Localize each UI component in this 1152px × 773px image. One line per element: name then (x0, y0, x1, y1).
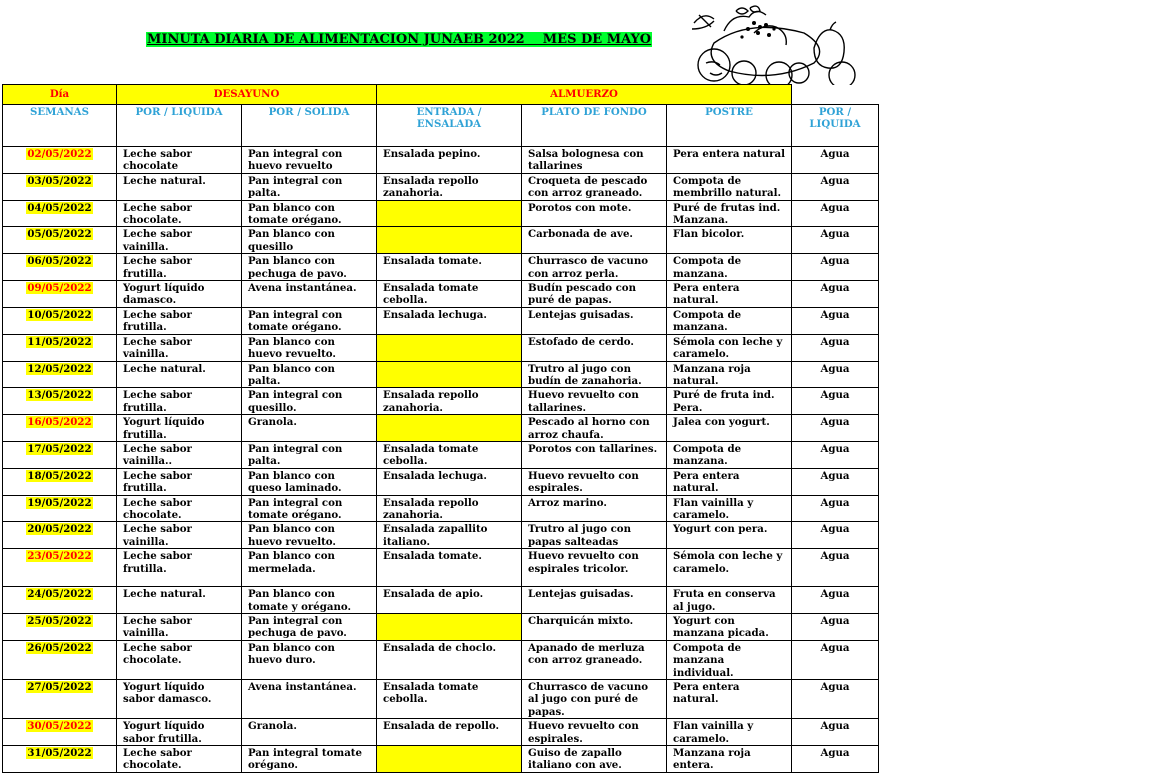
liquida-cell: Leche sabor chocolate. (117, 200, 242, 227)
date-cell (3, 719, 117, 746)
fondo-cell: Carbonada de ave. (522, 227, 667, 254)
fruit-basket-illustration (654, 3, 859, 93)
date-text: 25/05/2022 (27, 615, 92, 627)
date-cell (3, 147, 117, 174)
fondo-cell: Apanado de merluza con arroz graneado. (522, 640, 667, 679)
solida-cell: Pan blanco con pechuga de pavo. (242, 254, 377, 281)
table-row (3, 640, 879, 679)
entrada-cell: Ensalada de choclo. (377, 640, 522, 679)
date-cell (3, 388, 117, 415)
solida-cell: Pan integral con tomate orégano. (242, 495, 377, 522)
postre-cell: Puré de fruta ind. Pera. (667, 388, 792, 415)
entrada-cell: Ensalada tomate. (377, 254, 522, 281)
date-cell (3, 522, 117, 549)
bebida-cell: Agua (792, 746, 879, 773)
date-cell (3, 173, 117, 200)
date-cell (3, 640, 117, 679)
date-text: 24/05/2022 (27, 588, 92, 601)
liquida-cell: Leche natural. (117, 587, 242, 614)
postre-cell: Fruta en conserva al jugo. (667, 587, 792, 614)
table-row (3, 415, 879, 442)
date-cell (3, 614, 117, 641)
fondo-cell: Arroz marino. (522, 495, 667, 522)
bebida-cell: Agua (792, 549, 879, 587)
fondo-cell: Lentejas guisadas. (522, 307, 667, 334)
entrada-cell (377, 334, 522, 361)
bebida-cell: Agua (792, 173, 879, 200)
liquida-cell: Yogurt líquido damasco. (117, 281, 242, 308)
entrada-cell: Ensalada repollo zanahoria. (377, 495, 522, 522)
table-row (3, 334, 879, 361)
entrada-cell: Ensalada tomate cebolla. (377, 281, 522, 308)
table-row (3, 522, 879, 549)
fondo-cell: Budín pescado con puré de papas. (522, 281, 667, 308)
liquida-cell: Leche sabor chocolate (117, 147, 242, 174)
postre-cell: Pera entera natural. (667, 281, 792, 308)
date-text: 13/05/2022 (27, 389, 92, 402)
liquida-cell: Leche sabor vainilla. (117, 334, 242, 361)
liquida-cell: Leche sabor chocolate. (117, 640, 242, 679)
bebida-cell: Agua (792, 200, 879, 227)
date-cell (3, 227, 117, 254)
bebida-cell: Agua (792, 415, 879, 442)
liquida-cell: Leche sabor vainilla. (117, 522, 242, 549)
solida-cell: Granola. (242, 415, 377, 442)
entrada-cell: Ensalada de apio. (377, 587, 522, 614)
date-text: 05/05/2022 (27, 228, 92, 241)
entrada-cell (377, 227, 522, 254)
table-row (3, 614, 879, 641)
liquida-cell: Leche sabor frutilla. (117, 388, 242, 415)
entrada-cell (377, 415, 522, 442)
liquida-cell: Yogurt líquido sabor frutilla. (117, 719, 242, 746)
date-cell (3, 415, 117, 442)
bebida-cell: Agua (792, 495, 879, 522)
liquida-cell: Leche sabor vainilla. (117, 614, 242, 641)
col-bebida: POR / LIQUIDA (792, 105, 879, 147)
bebida-cell: Agua (792, 334, 879, 361)
bebida-cell: Agua (792, 640, 879, 679)
date-text: 19/05/2022 (27, 496, 92, 509)
liquida-cell: Yogurt líquido frutilla. (117, 415, 242, 442)
date-text: 12/05/2022 (27, 362, 92, 375)
solida-cell: Pan blanco con tomate y orégano. (242, 587, 377, 614)
liquida-cell: Leche natural. (117, 361, 242, 388)
entrada-cell: Ensalada tomate cebolla. (377, 441, 522, 468)
fondo-cell: Churrasco de vacuno al jugo con puré de papas. (522, 680, 667, 719)
date-cell (3, 441, 117, 468)
liquida-cell: Leche natural. (117, 173, 242, 200)
bebida-cell: Agua (792, 147, 879, 174)
date-text: 10/05/2022 (27, 308, 92, 321)
liquida-cell: Leche sabor frutilla. (117, 307, 242, 334)
entrada-cell: Ensalada pepino. (377, 147, 522, 174)
date-cell (3, 200, 117, 227)
date-text: 06/05/2022 (27, 255, 92, 268)
postre-cell: Yogurt con pera. (667, 522, 792, 549)
liquida-cell: Leche sabor vainilla. (117, 227, 242, 254)
entrada-cell: Ensalada tomate cebolla. (377, 680, 522, 719)
solida-cell: Pan integral tomate orégano. (242, 746, 377, 773)
table-row (3, 200, 879, 227)
date-text: 02/05/2022 (27, 148, 92, 160)
date-text: 16/05/2022 (27, 416, 92, 429)
date-cell (3, 361, 117, 388)
postre-cell: Compota de manzana. (667, 254, 792, 281)
solida-cell: Avena instantánea. (242, 680, 377, 719)
entrada-cell (377, 200, 522, 227)
header-dia: Día (3, 85, 117, 105)
liquida-cell: Leche sabor frutilla. (117, 468, 242, 495)
bebida-cell: Agua (792, 361, 879, 388)
liquida-cell: Leche sabor chocolate. (117, 746, 242, 773)
liquida-cell: Leche sabor frutilla. (117, 254, 242, 281)
bebida-cell: Agua (792, 680, 879, 719)
postre-cell: Pera entera natural (667, 147, 792, 174)
table-row (3, 549, 879, 587)
table-row (3, 281, 879, 308)
date-cell (3, 307, 117, 334)
fondo-cell: Porotos con mote. (522, 200, 667, 227)
postre-cell: Compota de manzana. (667, 441, 792, 468)
fondo-cell: Salsa bolognesa con tallarines (522, 147, 667, 174)
bebida-cell: Agua (792, 227, 879, 254)
header-row (3, 85, 879, 105)
solida-cell: Pan integral con palta. (242, 173, 377, 200)
date-text: 30/05/2022 (27, 720, 92, 733)
date-cell (3, 254, 117, 281)
solida-cell: Pan blanco con huevo revuelto. (242, 334, 377, 361)
fondo-cell: Huevo revuelto con espirales. (522, 468, 667, 495)
fondo-cell: Estofado de cerdo. (522, 334, 667, 361)
date-text: 11/05/2022 (27, 335, 92, 348)
postre-cell: Puré de frutas ind. Manzana. (667, 200, 792, 227)
header-blank (792, 85, 879, 105)
solida-cell: Pan integral con quesillo. (242, 388, 377, 415)
col-semanas: SEMANAS (3, 105, 117, 147)
solida-cell: Pan blanco con tomate orégano. (242, 200, 377, 227)
solida-cell: Pan integral con palta. (242, 441, 377, 468)
fondo-cell: Churrasco de vacuno con arroz perla. (522, 254, 667, 281)
fondo-cell: Croqueta de pescado con arroz graneado. (522, 173, 667, 200)
fondo-cell: Porotos con tallarines. (522, 441, 667, 468)
postre-cell: Compota de manzana individual. (667, 640, 792, 679)
table-row (3, 173, 879, 200)
bebida-cell: Agua (792, 388, 879, 415)
date-cell (3, 549, 117, 587)
liquida-cell: Yogurt líquido sabor damasco. (117, 680, 242, 719)
bebida-cell: Agua (792, 719, 879, 746)
date-text: 17/05/2022 (27, 442, 92, 455)
header-almuerzo: ALMUERZO (377, 85, 792, 105)
fondo-cell: Lentejas guisadas. (522, 587, 667, 614)
solida-cell: Pan blanco con palta. (242, 361, 377, 388)
table-row (3, 680, 879, 719)
solida-cell: Pan blanco con mermelada. (242, 549, 377, 587)
col-por-liquida: POR / LIQUIDA (117, 105, 242, 147)
solida-cell: Pan blanco con quesillo (242, 227, 377, 254)
col-postre: POSTRE (667, 105, 792, 147)
fondo-cell: Huevo revuelto con tallarines. (522, 388, 667, 415)
entrada-cell: Ensalada repollo zanahoria. (377, 173, 522, 200)
table-row (3, 254, 879, 281)
fondo-cell: Guiso de zapallo italiano con ave. (522, 746, 667, 773)
solida-cell: Pan blanco con huevo revuelto. (242, 522, 377, 549)
date-cell (3, 746, 117, 773)
date-cell (3, 587, 117, 614)
date-text: 09/05/2022 (27, 282, 92, 295)
date-text: 03/05/2022 (27, 174, 92, 187)
solida-cell: Pan integral con tomate orégano. (242, 307, 377, 334)
header-desayuno: DESAYUNO (117, 85, 377, 105)
solida-cell: Pan blanco con queso laminado. (242, 468, 377, 495)
solida-cell: Pan blanco con huevo duro. (242, 640, 377, 679)
postre-cell: Compota de membrillo natural. (667, 173, 792, 200)
solida-cell: Pan integral con pechuga de pavo. (242, 614, 377, 641)
table-row (3, 361, 879, 388)
bebida-cell: Agua (792, 307, 879, 334)
postre-cell: Sémola con leche y caramelo. (667, 334, 792, 361)
page-title: MINUTA DIARIA DE ALIMENTACION JUNAEB 2022 MES DE MAYO (147, 32, 652, 47)
solida-cell: Pan integral con huevo revuelto (242, 147, 377, 174)
table-row (3, 587, 879, 614)
solida-cell: Granola. (242, 719, 377, 746)
date-text: 27/05/2022 (27, 681, 92, 694)
date-cell (3, 495, 117, 522)
bebida-cell: Agua (792, 281, 879, 308)
postre-cell: Manzana roja entera. (667, 746, 792, 773)
entrada-cell: Ensalada lechuga. (377, 468, 522, 495)
date-text: 18/05/2022 (27, 469, 92, 482)
postre-cell: Yogurt con manzana picada. (667, 614, 792, 641)
col-por-solida: POR / SOLIDA (242, 105, 377, 147)
date-cell (3, 334, 117, 361)
col-entrada-ensalada: ENTRADA / ENSALADA (377, 105, 522, 147)
bebida-cell: Agua (792, 587, 879, 614)
entrada-cell (377, 746, 522, 773)
postre-cell: Jalea con yogurt. (667, 415, 792, 442)
date-text: 23/05/2022 (27, 550, 92, 563)
table-row (3, 388, 879, 415)
postre-cell: Pera entera natural. (667, 468, 792, 495)
date-text: 04/05/2022 (27, 201, 92, 214)
solida-cell: Avena instantánea. (242, 281, 377, 308)
liquida-cell: Leche sabor frutilla. (117, 549, 242, 587)
table-row (3, 307, 879, 334)
entrada-cell: Ensalada tomate. (377, 549, 522, 587)
bebida-cell: Agua (792, 468, 879, 495)
fondo-cell: Charquicán mixto. (522, 614, 667, 641)
liquida-cell: Leche sabor vainilla.. (117, 441, 242, 468)
table-row (3, 227, 879, 254)
postre-cell: Sémola con leche y caramelo. (667, 549, 792, 587)
fondo-cell: Huevo revuelto con espirales. (522, 719, 667, 746)
entrada-cell (377, 614, 522, 641)
date-cell (3, 468, 117, 495)
postre-cell: Flan vainilla y caramelo. (667, 495, 792, 522)
table-row (3, 719, 879, 746)
postre-cell: Flan vainilla y caramelo. (667, 719, 792, 746)
menu-table (2, 84, 879, 773)
table-row (3, 746, 879, 773)
date-cell (3, 281, 117, 308)
entrada-cell: Ensalada de repollo. (377, 719, 522, 746)
bebida-cell: Agua (792, 254, 879, 281)
postre-cell: Flan bicolor. (667, 227, 792, 254)
liquida-cell: Leche sabor chocolate. (117, 495, 242, 522)
col-plato-de-fondo: PLATO DE FONDO (522, 105, 667, 147)
postre-cell: Compota de manzana. (667, 307, 792, 334)
entrada-cell (377, 361, 522, 388)
fondo-cell: Trutro al jugo con budín de zanahoria. (522, 361, 667, 388)
table-row (3, 441, 879, 468)
table-row (3, 495, 879, 522)
fondo-cell: Huevo revuelto con espirales tricolor. (522, 549, 667, 587)
column-header-row (3, 105, 879, 147)
postre-cell: Manzana roja natural. (667, 361, 792, 388)
fondo-cell: Trutro al jugo con papas salteadas (522, 522, 667, 549)
date-text: 26/05/2022 (27, 641, 92, 654)
postre-cell: Pera entera natural. (667, 680, 792, 719)
fondo-cell: Pescado al horno con arroz chaufa. (522, 415, 667, 442)
entrada-cell: Ensalada lechuga. (377, 307, 522, 334)
table-row (3, 468, 879, 495)
date-text: 31/05/2022 (27, 747, 92, 760)
entrada-cell: Ensalada repollo zanahoria. (377, 388, 522, 415)
date-text: 20/05/2022 (27, 523, 92, 536)
bebida-cell: Agua (792, 614, 879, 641)
bebida-cell: Agua (792, 441, 879, 468)
table-row (3, 147, 879, 174)
date-cell (3, 680, 117, 719)
entrada-cell: Ensalada zapallito italiano. (377, 522, 522, 549)
bebida-cell: Agua (792, 522, 879, 549)
